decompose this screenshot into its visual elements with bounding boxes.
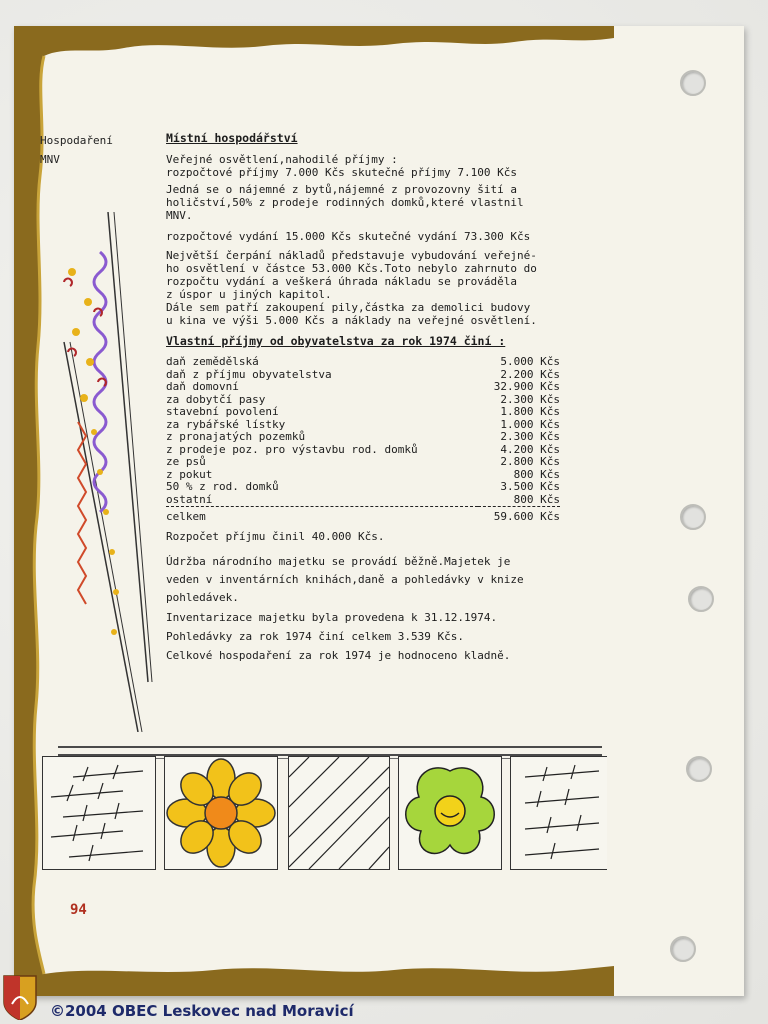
income-heading: Vlastní příjmy od obyvatelstva za rok 1974 činí :	[166, 334, 506, 348]
income-total-row	[166, 507, 560, 524]
income-label: za rybářské lístky	[166, 417, 286, 431]
income-row	[166, 406, 560, 419]
income-amount: 2.800 Kčs	[500, 455, 560, 468]
income-row	[166, 456, 560, 469]
income-label: daň zemědělská	[166, 355, 259, 368]
hatched-tile-right	[510, 756, 607, 870]
income-amount: 32.900 Kčs	[493, 380, 560, 393]
punch-hole	[670, 936, 696, 962]
municipality-crest-logo	[2, 974, 38, 1020]
closing-receivables: Pohledávky za rok 1974 činí celkem 3.539 Kčs.	[166, 629, 465, 643]
closing-maintenance: Údržba národního majetku se provádí běžně.Majetek je veden v inventárních knihách,daně a pohledávky v knize pohledávek.	[166, 554, 524, 604]
closing-inventory: Inventarizace majetku byla provedena k 31.12.1974.	[166, 610, 498, 624]
income-label: z pronajatých pozemků	[166, 430, 306, 443]
income-label: 50 % z rod. domků	[166, 480, 279, 493]
green-flower-tile	[398, 756, 502, 870]
side-label-line2: MNV	[40, 153, 60, 166]
income-amount: 2.300 Kčs	[500, 392, 560, 406]
budget-line: Rozpočet příjmu činil 40.000 Kčs.	[166, 529, 385, 543]
income-amount: 1.800 Kčs	[500, 405, 560, 418]
income-label: ostatní	[166, 494, 478, 507]
income-label: daň z příjmu obyvatelstva	[166, 367, 332, 381]
copyright-footer: ©2004 OBEC Leskovec nad Moravicí	[50, 1002, 354, 1020]
document-page	[14, 26, 744, 996]
income-amount: 800 Kčs	[513, 467, 560, 481]
income-label: za dobytčí pasy	[166, 392, 266, 406]
paragraph-lighting-income: Veřejné osvětlení,nahodilé příjmy : rozpočtové příjmy 7.000 Kčs skutečné příjmy 7.100 Kčs	[166, 153, 517, 179]
income-amount: 1.000 Kčs	[500, 417, 560, 431]
income-row	[166, 494, 560, 507]
decorative-ribbons-illustration	[54, 212, 164, 732]
income-table	[166, 356, 560, 524]
hatched-tile	[42, 756, 156, 870]
income-row	[166, 431, 560, 444]
paragraph-budget-expense: rozpočtové vydání 15.000 Kčs skutečné vydání 73.300 Kčs	[166, 230, 531, 243]
page-number: 94	[70, 902, 87, 918]
income-amount: 4.200 Kčs	[500, 442, 560, 456]
income-row	[166, 481, 560, 494]
income-amount: 5.000 Kčs	[500, 355, 560, 368]
income-label: daň domovní	[166, 380, 239, 393]
punch-hole	[680, 70, 706, 96]
decorative-rule	[58, 746, 602, 756]
punch-hole	[686, 756, 712, 782]
income-total-amount: 59.600 Kčs	[493, 510, 560, 523]
closing-evaluation: Celkové hospodaření za rok 1974 je hodnoceno kladně.	[166, 648, 511, 662]
income-label: z prodeje poz. pro výstavbu rod. domků	[166, 442, 418, 456]
section-heading: Místní hospodářství	[166, 131, 298, 145]
income-row	[166, 381, 560, 394]
income-label: ze psů	[166, 455, 206, 468]
income-row	[166, 356, 560, 369]
income-amount: 800 Kčs	[478, 494, 560, 507]
income-amount: 2.300 Kčs	[500, 430, 560, 443]
income-total-label: celkem	[166, 510, 206, 523]
income-amount: 2.200 Kčs	[500, 367, 560, 381]
paragraph-largest-costs: Největší čerpání nákladů představuje vybudování veřejné- ho osvětlení v částce 53.000 Kčs.Toto nebylo zahrnuto do rozpočtu vydání a veškerá úhrada nákladu se prováděla z úspor u jiných kapitol. Dále sem patří zakoupení pily,částka za demolici budovy u kina ve výši 5.000 Kčs a náklady na veřejné osvětlení.	[166, 249, 537, 327]
income-label: z pokut	[166, 467, 213, 481]
punch-hole	[680, 504, 706, 530]
paragraph-rent: Jedná se o nájemné z bytů,nájemné z provozovny šití a holičství,50% z prodeje rodinných domků,které vlastnil MNV.	[166, 183, 524, 222]
yellow-flower-tile	[164, 756, 278, 870]
typed-content	[166, 132, 616, 662]
side-label	[40, 134, 113, 166]
income-label: stavební povolení	[166, 405, 279, 418]
punch-hole	[688, 586, 714, 612]
income-amount: 3.500 Kčs	[500, 480, 560, 493]
diagonal-lines-tile	[288, 756, 390, 870]
side-label-line1: Hospodaření	[40, 134, 113, 147]
